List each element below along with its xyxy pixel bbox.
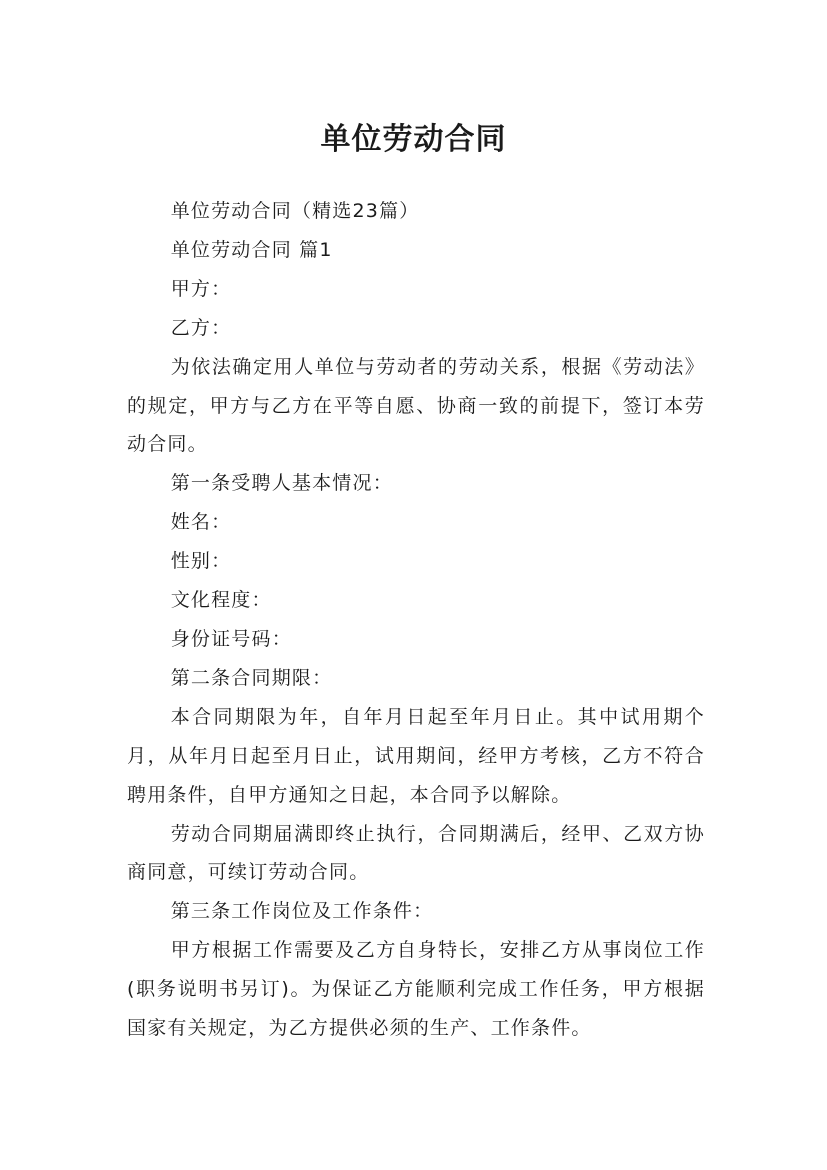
document-body [127,192,705,1048]
paragraph-article-1: 第一条受聘人基本情况： [170,472,393,495]
paragraph-job-conditions: 甲方根据工作需要及乙方自身特长，安排乙方从事岗位工作(职务说明书另订)。为保证乙方能顺利完成工作任务，甲方根据国家有关规定，为乙方提供必须的生产、工作条件。 [127,939,705,1040]
paragraph-term: 本合同期限为年，自年月日起至年月日止。其中试用期个月，从年月日起至月日止，试用期间，经甲方考核，乙方不符合聘用条件，自甲方通知之日起，本合同予以解除。 [127,705,705,806]
paragraph-party-a: 甲方： [170,277,232,300]
paragraph-education: 文化程度： [170,589,272,612]
paragraph-party-b: 乙方： [170,316,232,339]
paragraph-renewal: 劳动合同期届满即终止执行，合同期满后，经甲、乙双方协商同意，可续订劳动合同。 [127,822,705,884]
paragraph-subtitle: 单位劳动合同（精选23篇） [170,200,420,222]
paragraph-section-heading: 单位劳动合同 篇1 [170,238,333,261]
paragraph-article-2: 第二条合同期限： [170,666,333,689]
paragraph-preamble: 为依法确定用人单位与劳动者的劳动关系，根据《劳动法》的规定，甲方与乙方在平等自愿、协商一致的前提下，签订本劳动合同。 [127,355,705,456]
document-title: 单位劳动合同 [320,122,507,158]
paragraph-id-number: 身份证号码： [170,627,292,650]
paragraph-gender: 性别： [170,550,232,573]
paragraph-article-3: 第三条工作岗位及工作条件： [170,900,434,923]
paragraph-name: 姓名： [170,511,232,534]
